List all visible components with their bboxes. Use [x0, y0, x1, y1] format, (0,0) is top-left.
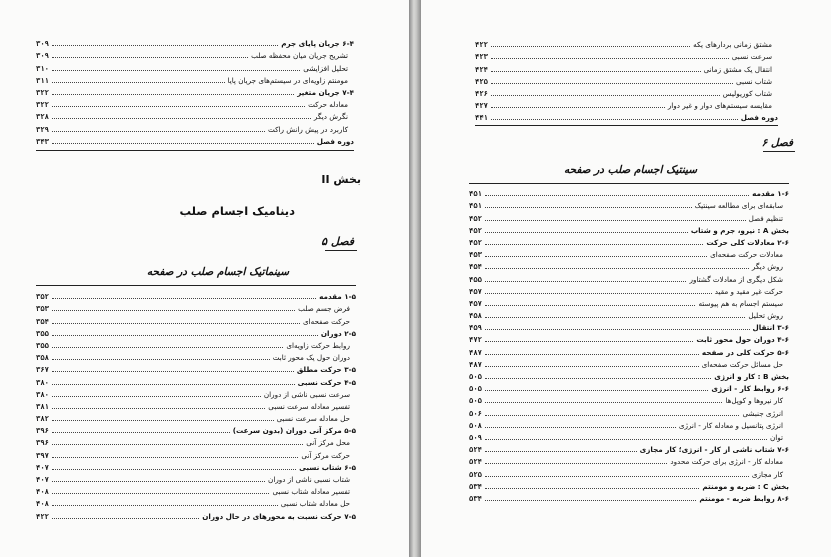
toc-entry-title: بخش A : نیرو، جرم و شتاب [690, 225, 789, 235]
toc-entry-title: ۲-۶ معادلات کلی حرکت [706, 237, 789, 247]
toc-entry-page: ۴۵۸ [469, 311, 482, 321]
toc-entry-title: کار مجازی [751, 469, 783, 479]
toc-entry-title: ۸-۶ روابط ضربه - مومنتم [699, 493, 789, 503]
toc-entry-page: ۳۰۹ [36, 51, 49, 61]
toc-entry-title: کار نیروها و کوپل‌ها [725, 396, 783, 406]
toc-entry [36, 326, 356, 338]
toc-entry-title: بخش C : ضربه و مومنتم [702, 481, 789, 491]
toc-entry-page: ۳۱۰ [36, 63, 49, 73]
toc-entry-page: ۵۰۵ [469, 372, 482, 381]
toc-entry-page: ۴۲۴ [475, 64, 488, 74]
dot-leader [485, 402, 722, 403]
dot-leader [485, 207, 692, 208]
toc-entry [36, 73, 354, 85]
toc-entry-page: ۳۲۲ [36, 87, 49, 97]
toc-entry [469, 442, 789, 454]
toc-entry-title: بخش B : کار و انرژی [714, 372, 789, 381]
dot-leader [52, 131, 265, 132]
toc-entry-page: ۳۹۷ [36, 450, 49, 460]
dot-leader [485, 232, 688, 233]
toc-entry-page: ۵۰۵ [469, 384, 482, 394]
toc-entry [469, 320, 789, 332]
toc-entry-page: ۳۹۶ [36, 426, 49, 436]
toc-entry [469, 381, 789, 393]
toc-entry [36, 48, 354, 60]
toc-entry-page: ۵۰۵ [469, 396, 482, 406]
toc-entry [475, 49, 778, 61]
toc-entry [475, 86, 778, 98]
dot-leader [491, 119, 738, 120]
toc-entry-page: ۳۸۰ [36, 389, 49, 399]
toc-entry [36, 447, 356, 459]
toc-entry-title: تشریح جریان میان محفظه صلب [251, 51, 348, 61]
right-page [421, 0, 831, 557]
toc-entry [36, 484, 356, 496]
left-main-toc [36, 289, 356, 521]
toc-entry [36, 36, 354, 48]
chapter-title: سینتیک اجسام صلب در صفحه [563, 164, 697, 176]
toc-entry-title: حل مسائل حرکت صفحه‌ای [701, 359, 783, 369]
dot-leader [52, 106, 305, 107]
toc-entry [469, 418, 789, 430]
toc-entry-title: ۶-۴ جریان پایای جرم [281, 39, 354, 49]
toc-entry-page: ۴۵۴ [469, 262, 482, 272]
toc-entry-page: ۳۲۹ [36, 124, 49, 134]
dot-leader [485, 463, 667, 464]
dot-leader [485, 390, 708, 391]
toc-entry-page: ۳۵۵ [36, 340, 49, 350]
toc-entry-title: ۵-۵ مرکز آنی دوران (بدون سرعت) [232, 426, 356, 436]
toc-entry [469, 369, 789, 381]
toc-entry-title: روابط حرکت زاویه‌ای [286, 340, 350, 350]
dot-leader [52, 143, 314, 144]
toc-entry [469, 247, 789, 259]
dot-leader [485, 244, 703, 245]
toc-entry-page: ۵۲۴ [469, 457, 482, 467]
toc-entry-page: ۴۲۷ [475, 101, 488, 111]
toc-entry-page: ۴۰۷ [36, 475, 49, 484]
toc-entry-title: ۶-۵ شتاب نسبی [299, 462, 356, 472]
dot-leader [485, 281, 687, 282]
toc-entry [36, 496, 356, 508]
toc-entry-page: ۴۵۹ [469, 323, 482, 333]
toc-entry-title: مومنتم زاویه‌ای در سیستم‌های جریان پایا [227, 75, 348, 85]
dot-leader [491, 58, 729, 59]
toc-entry-page: ۴۰۸ [36, 487, 49, 497]
dot-leader [485, 354, 699, 355]
toc-entry-title: معادله حرکت [308, 100, 348, 110]
toc-entry-title: سیستم اجسام به هم پیوسته [698, 298, 783, 308]
toc-entry-page: ۴۸۷ [469, 347, 482, 357]
left-top-rule [36, 150, 354, 151]
toc-entry [469, 405, 789, 417]
toc-entry-page: ۳۴۳ [36, 136, 49, 146]
toc-entry [36, 411, 356, 423]
dot-leader [485, 256, 707, 257]
toc-entry-page: ۴۵۲ [469, 237, 482, 247]
dot-leader [52, 323, 300, 324]
dot-leader [52, 396, 261, 397]
toc-entry [469, 186, 789, 198]
dot-leader [485, 500, 696, 501]
toc-entry-title: معادله کار - انرژی برای حرکت محدود [670, 457, 783, 467]
toc-entry-title: محل مرکز آنی [306, 438, 350, 448]
left-page [0, 0, 409, 557]
dot-leader [485, 305, 695, 306]
toc-entry [36, 121, 354, 133]
toc-entry [36, 313, 356, 325]
toc-entry-title: حرکت مرکز آنی [301, 450, 350, 460]
dot-leader [485, 341, 693, 342]
chapter-label-underline [763, 151, 795, 152]
toc-entry [36, 399, 356, 411]
toc-entry-title: ۶-۶ روابط کار - انرژی [711, 384, 789, 394]
toc-entry-title: انرژی پتانسیل و معادله کار - انرژی [678, 420, 783, 430]
toc-entry-page: ۳۵۲ [36, 292, 49, 302]
left-top-toc [36, 36, 354, 146]
dot-leader [52, 384, 295, 385]
toc-entry [469, 332, 789, 344]
dot-leader [52, 493, 270, 494]
chapter-label: فصل ۵ [321, 235, 354, 248]
dot-leader [485, 366, 699, 367]
chapter-title: سینماتیک اجسام صلب در صفحه [146, 266, 289, 278]
toc-entry-title: توان [770, 432, 783, 442]
toc-entry [36, 60, 354, 72]
dot-leader [485, 268, 749, 269]
toc-entry [469, 296, 789, 308]
toc-entry-page: ۴۷۲ [469, 335, 482, 345]
dot-leader [52, 469, 296, 470]
toc-entry-title: سرعت نسبی ناشی از دوران [263, 389, 350, 399]
toc-entry-page: ۴۴۱ [475, 113, 488, 123]
toc-entry-title: ۳-۶ انتقال [752, 323, 789, 333]
dot-leader [52, 408, 265, 409]
dot-leader [52, 420, 274, 421]
right-top-rule [475, 125, 778, 126]
dot-leader [52, 371, 294, 372]
toc-entry [469, 308, 789, 320]
dot-leader [485, 439, 767, 440]
toc-entry-title: روش دیگر [751, 262, 783, 272]
toc-entry [469, 430, 789, 442]
dot-leader [52, 505, 278, 506]
toc-entry-page: ۵۳۴ [469, 493, 482, 503]
chapter-title-rule [469, 183, 789, 184]
dot-leader [52, 298, 316, 299]
toc-entry-title: روش تحلیل [748, 311, 783, 321]
toc-entry [469, 491, 789, 503]
toc-entry [475, 37, 778, 49]
toc-entry [36, 109, 354, 121]
toc-entry-page: ۴۵۱ [469, 201, 482, 211]
toc-entry-title: انتقال یک مشتق زمانی [703, 64, 772, 74]
toc-entry-title: ۷-۵ حرکت نسبت به محورهای در حال دوران [202, 511, 356, 521]
dot-leader [491, 83, 733, 84]
toc-entry-title: مشتق زمانی بردارهای یکه [693, 40, 772, 50]
dot-leader [52, 94, 294, 95]
dot-leader [52, 457, 298, 458]
toc-entry-page: ۵۰۶ [469, 408, 482, 418]
toc-entry [36, 97, 354, 109]
toc-entry-title: دوره فصل [740, 113, 778, 123]
toc-entry-title: تنظیم فصل [748, 213, 783, 223]
toc-entry-title: شتاب نسبی ناشی از دوران [268, 475, 350, 484]
toc-entry-page: ۴۵۳ [469, 250, 482, 260]
toc-entry-page: ۵۲۴ [469, 445, 482, 455]
toc-entry-page: ۳۸۰ [36, 377, 49, 387]
toc-entry-title: فرض جسم صلب [298, 304, 350, 314]
dot-leader [52, 481, 265, 482]
toc-entry-title: دوران حول یک محور ثابت [272, 353, 350, 363]
toc-entry-page: ۴۵۷ [469, 286, 482, 296]
toc-entry-page: ۴۲۲ [36, 511, 49, 521]
toc-entry-page: ۴۵۱ [469, 189, 482, 199]
toc-entry-title: حل معادله سرعت نسبی [276, 414, 350, 424]
toc-entry-page: ۴۰۸ [36, 499, 49, 509]
dot-leader [491, 95, 720, 96]
dot-leader [485, 488, 699, 489]
toc-entry [36, 338, 356, 350]
dot-leader [485, 415, 739, 416]
toc-entry-page: ۴۵۲ [469, 213, 482, 223]
toc-entry-title: سابقه‌ای برای مطالعه سینتیک [694, 201, 783, 211]
toc-entry-page: ۳۸۲ [36, 414, 49, 424]
toc-entry [475, 98, 778, 110]
toc-entry-title: انرژی جنبشی [742, 408, 783, 418]
toc-entry [36, 387, 356, 399]
dot-leader [485, 317, 745, 318]
toc-entry [469, 393, 789, 405]
toc-entry-title: شتاب نسبی [735, 76, 772, 86]
toc-entry-page: ۴۵۲ [469, 225, 482, 235]
toc-entry-title: ۷-۶ شتاب ناشی از کار - انرژی؛ کار مجازی [639, 445, 789, 455]
toc-entry-page: ۵۰۹ [469, 432, 482, 442]
toc-entry-title: کاربرد در پیش رانش راکت [268, 124, 348, 134]
dot-leader [52, 82, 225, 83]
dot-leader [485, 329, 750, 330]
toc-entry-title: مقایسه سیستم‌های دوار و غیر دوار [667, 101, 772, 111]
toc-entry-title: تفسیر معادله شتاب نسبی [272, 487, 350, 497]
toc-entry [469, 454, 789, 466]
toc-entry-title: نگرش دیگر [313, 112, 348, 122]
toc-entry-title: ۷-۴ جریان متغیر [297, 87, 354, 97]
toc-entry-title: سرعت نسبی [731, 52, 772, 62]
toc-entry-page: ۳۵۴ [36, 316, 49, 326]
toc-entry [469, 357, 789, 369]
chapter-title-rule [36, 285, 356, 286]
toc-entry-title: حل معادله شتاب نسبی [280, 499, 350, 509]
toc-entry-page: ۳۶۷ [36, 365, 49, 375]
chapter-label-underline [325, 250, 357, 251]
toc-entry-page: ۳۸۱ [36, 401, 49, 411]
toc-entry-title: تفسیر معادله سرعت نسبی [268, 401, 350, 411]
part-title: دینامیک اجسام صلب [179, 204, 295, 218]
toc-entry-page: ۳۱۱ [36, 75, 49, 85]
dot-leader [485, 220, 746, 221]
dot-leader [52, 347, 283, 348]
toc-entry-title: حرکت صفحه‌ای [302, 316, 350, 326]
toc-entry-title: ۱-۶ مقدمه [752, 189, 789, 199]
dot-leader [491, 71, 701, 72]
toc-entry [469, 466, 789, 478]
dot-leader [485, 427, 676, 428]
toc-entry-page: ۳۲۸ [36, 112, 49, 122]
dot-leader [485, 476, 749, 477]
toc-entry [36, 460, 356, 472]
toc-entry [36, 301, 356, 313]
toc-entry-title: ۳-۵ حرکت مطلق [296, 365, 356, 375]
toc-entry-title: ۲-۵ دوران [320, 328, 356, 338]
dot-leader [491, 107, 665, 108]
toc-entry [469, 259, 789, 271]
toc-entry-title: تحلیل افزایشی [303, 63, 348, 73]
chapter-label: فصل ۶ [761, 137, 793, 149]
toc-entry [36, 374, 356, 386]
dot-leader [52, 57, 248, 58]
toc-entry-page: ۴۵۵ [469, 274, 482, 284]
toc-entry-page: ۴۲۵ [475, 76, 488, 86]
dot-leader [52, 45, 278, 46]
toc-entry [469, 223, 789, 235]
dot-leader [485, 293, 712, 294]
dot-leader [52, 444, 303, 445]
toc-entry-page: ۳۵۵ [36, 328, 49, 338]
right-main-toc [469, 186, 789, 503]
dot-leader [52, 359, 270, 360]
toc-entry [36, 362, 356, 374]
book-spine [409, 0, 421, 557]
toc-entry [469, 344, 789, 356]
toc-entry [36, 423, 356, 435]
toc-entry [475, 61, 778, 73]
toc-entry-page: ۳۲۲ [36, 100, 49, 110]
toc-entry [36, 435, 356, 447]
dot-leader [485, 378, 711, 379]
toc-entry-title: شتاب کوریولیس [722, 88, 772, 98]
dot-leader [52, 310, 295, 311]
toc-entry-page: ۳۹۶ [36, 438, 49, 448]
dot-leader [52, 518, 199, 519]
toc-entry-page: ۴۲۶ [475, 88, 488, 98]
toc-entry [469, 271, 789, 283]
toc-entry-page: ۳۵۳ [36, 304, 49, 314]
toc-entry [36, 85, 354, 97]
toc-entry-title: شکل دیگری از معادلات گشتاور [689, 274, 783, 284]
dot-leader [491, 46, 690, 47]
toc-entry-page: ۵۳۴ [469, 481, 482, 491]
dot-leader [52, 70, 300, 71]
right-top-toc [475, 37, 778, 122]
toc-entry [475, 110, 778, 122]
toc-entry-page: ۴۵۷ [469, 298, 482, 308]
toc-entry [36, 472, 356, 484]
toc-entry-title: ۴-۵ حرکت نسبی [297, 377, 356, 387]
toc-entry-title: معادلات حرکت صفحه‌ای [710, 250, 783, 260]
toc-entry [475, 74, 778, 86]
toc-entry-title: ۵-۶ حرکت کلی در صفحه [701, 347, 789, 357]
part-label: بخش II [321, 173, 361, 186]
toc-entry-page: ۴۲۲ [475, 40, 488, 50]
toc-entry-page: ۵۲۵ [469, 469, 482, 479]
dot-leader [485, 451, 637, 452]
toc-entry [36, 508, 356, 520]
toc-entry [469, 198, 789, 210]
toc-entry-page: ۳۵۸ [36, 353, 49, 363]
dot-leader [52, 335, 318, 336]
toc-entry-page: ۴۸۷ [469, 359, 482, 369]
toc-entry [469, 284, 789, 296]
dot-leader [52, 432, 230, 433]
dot-leader [485, 195, 749, 196]
toc-entry-page: ۴۲۳ [475, 52, 488, 62]
toc-entry-title: حرکت غیر مقید و مقید [714, 286, 783, 296]
toc-entry [36, 350, 356, 362]
toc-entry [36, 289, 356, 301]
toc-entry-title: دوره فصل [316, 136, 354, 146]
toc-entry [469, 210, 789, 222]
toc-entry [36, 134, 354, 146]
toc-entry [469, 235, 789, 247]
toc-entry-page: ۵۰۸ [469, 420, 482, 430]
dot-leader [52, 118, 311, 119]
toc-entry-page: ۴۰۷ [36, 462, 49, 472]
toc-entry-page: ۳۰۹ [36, 39, 49, 49]
toc-entry [469, 479, 789, 491]
toc-entry-title: ۱-۵ مقدمه [319, 292, 356, 302]
toc-entry-title: ۴-۶ دوران حول محور ثابت [696, 335, 789, 345]
